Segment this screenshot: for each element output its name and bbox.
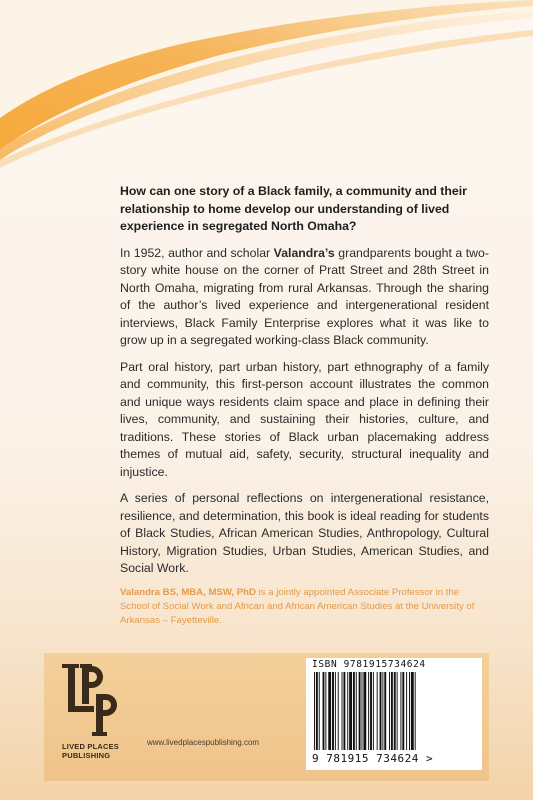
blurb-p1-author-name: Valandra’s — [273, 245, 335, 260]
barcode-bar — [370, 672, 372, 750]
author-name: Valandra BS, MBA, MSW, PhD — [120, 587, 256, 598]
barcode-bar — [368, 672, 369, 750]
barcode-bar — [314, 672, 315, 750]
blurb-paragraph-1 — [120, 245, 489, 350]
author-bio — [120, 586, 489, 628]
blurb-paragraph-2: Part oral history, part urban history, part ethnography of a family and community, this first-person account illustrates the common and unique ways residents claim space and place in defining their lives, community, and sustaining their histories, culture, and traditions. These stories of Black urban placemaking address themes of mutual aid, safety, security, structural inequality and injustice. — [120, 359, 489, 479]
barcode-bar — [325, 672, 326, 750]
barcode-bar — [391, 672, 393, 750]
blurb-paragraph-3: A series of personal reflections on intergenerational resistance, resilience, and determination, this book is ideal reading for students of Black Studies, African American Studies, Anthropology, Cultural History, Migration Studies, Urban Studies, American Studies, and Social Work. — [120, 491, 489, 575]
barcode-bar — [335, 672, 336, 750]
barcode-bar — [373, 672, 374, 750]
barcode-bar — [362, 672, 363, 750]
barcode-bar — [328, 672, 331, 750]
barcode-bar — [389, 672, 390, 750]
isbn-barcode-digits: 9 781915 734624 > — [312, 752, 434, 765]
barcode-bar — [402, 672, 404, 750]
barcode-bar — [384, 672, 386, 750]
barcode-bar — [342, 672, 343, 750]
barcode-bar — [323, 672, 325, 750]
barcode-bar — [353, 672, 355, 750]
barcode-bar — [400, 672, 401, 750]
barcode-bar — [380, 672, 382, 750]
logo-wordmark-line2: PUBLISHING — [62, 751, 111, 760]
barcode-bar — [332, 672, 334, 750]
blurb-p1-intro: In 1952, author and scholar — [120, 245, 274, 260]
barcode-bar — [409, 672, 410, 750]
logo-wordmark-line1: LIVED PLACES — [62, 742, 119, 751]
barcode-bar — [397, 672, 398, 750]
barcode-bar — [349, 672, 352, 750]
barcode-bar — [394, 672, 396, 750]
barcode-bar — [316, 672, 318, 750]
barcode-bar — [382, 672, 383, 750]
orange-swoosh-decoration — [0, 0, 533, 170]
barcode-bar — [363, 672, 366, 750]
barcode-bar — [411, 672, 414, 750]
blurb-lead-question: How can one story of a Black family, a community and their relationship to home develop our understanding of lived experience in segregated North Omaha? — [120, 184, 467, 233]
back-cover-blurb — [120, 183, 489, 587]
publisher-website: www.livedplacespublishing.com — [147, 738, 260, 747]
barcode-bar — [319, 672, 320, 750]
barcode-bar — [415, 672, 416, 750]
blurb-p1-rest: grandparents bought a two-story white house on the corner of Pratt Street and 28th Street in North Omaha, migrating from rural Arkansas. Through the sharing of the author’s lived experience and intergenerational resident interviews, Black Family Enterprise explores what it was like to grow up in a segregated working-class Black community. — [120, 245, 489, 347]
isbn-barcode — [312, 672, 476, 750]
barcode-bar — [359, 672, 361, 750]
barcode-bar — [406, 672, 407, 750]
barcode-bar — [377, 672, 378, 750]
author-bio-text: is a jointly appointed Associate Professor in the School of Social Work and African and African American Studies at the University of Arkansas – Fayetteville. — [120, 587, 475, 626]
barcode-bar — [347, 672, 348, 750]
lived-places-publishing-logo — [62, 660, 122, 740]
barcode-bar — [356, 672, 357, 750]
barcode-bar — [338, 672, 339, 750]
barcode-bar — [343, 672, 345, 750]
isbn-label: ISBN 9781915734624 — [312, 659, 426, 670]
logo-wordmark — [62, 742, 132, 760]
